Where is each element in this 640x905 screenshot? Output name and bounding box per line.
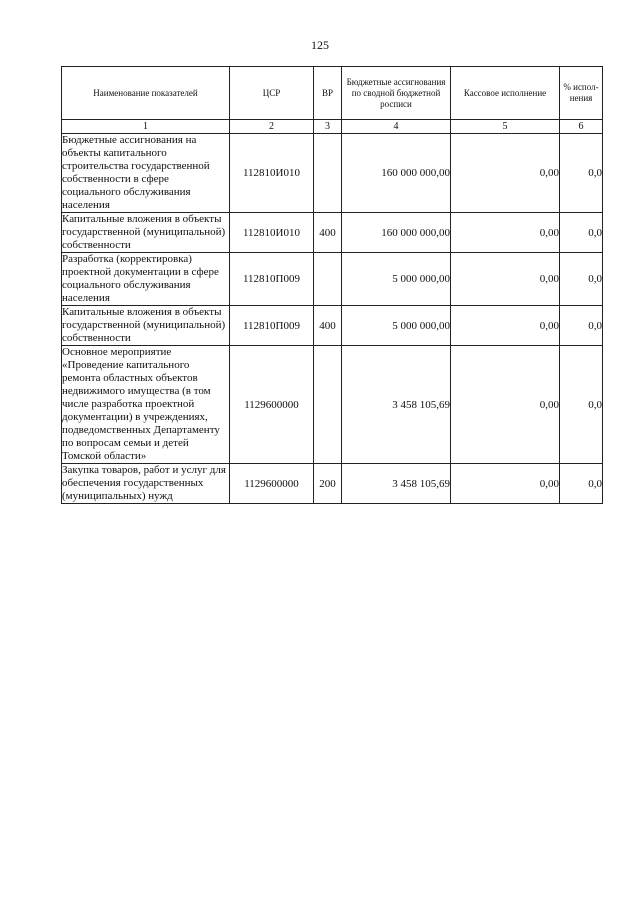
execution-percent: 0,0 xyxy=(560,213,603,253)
csr-code: 112810П009 xyxy=(230,306,314,346)
budget-amount: 5 000 000,00 xyxy=(342,306,451,346)
csr-code: 112810И010 xyxy=(230,134,314,213)
column-number: 1 xyxy=(62,120,230,134)
column-number: 5 xyxy=(451,120,560,134)
header-row xyxy=(62,67,603,120)
indicator-name: Разработка (корректировка) проектной документации в сфере социального обслуживания населения xyxy=(62,253,230,306)
header-name: Наименование показателей xyxy=(62,67,230,120)
csr-code: 112810И010 xyxy=(230,213,314,253)
table-row xyxy=(62,134,603,213)
cash-execution: 0,00 xyxy=(451,306,560,346)
indicator-name: Основное мероприятие «Проведение капитального ремонта областных объектов недвижимого имущества (в том числе разработка проектной документации) в учреждениях, подведомственных Департаменту по вопросам семьи и детей Томской области» xyxy=(62,346,230,464)
execution-percent: 0,0 xyxy=(560,464,603,504)
column-number-row xyxy=(62,120,603,134)
execution-percent: 0,0 xyxy=(560,253,603,306)
indicator-name: Капитальные вложения в объекты государственной (муниципальной) собственности xyxy=(62,213,230,253)
csr-code: 112810П009 xyxy=(230,253,314,306)
header-cash: Кассовое исполнение xyxy=(451,67,560,120)
vr-code xyxy=(314,134,342,213)
column-number: 2 xyxy=(230,120,314,134)
indicator-name: Бюджетные ассигнования на объекты капитального строительства государственной собственности в сфере социального обслуживания населения xyxy=(62,134,230,213)
cash-execution: 0,00 xyxy=(451,134,560,213)
execution-percent: 0,0 xyxy=(560,346,603,464)
vr-code: 400 xyxy=(314,213,342,253)
execution-percent: 0,0 xyxy=(560,134,603,213)
indicator-name: Капитальные вложения в объекты государственной (муниципальной) собственности xyxy=(62,306,230,346)
cash-execution: 0,00 xyxy=(451,253,560,306)
column-number: 4 xyxy=(342,120,451,134)
cash-execution: 0,00 xyxy=(451,213,560,253)
vr-code xyxy=(314,346,342,464)
budget-amount: 5 000 000,00 xyxy=(342,253,451,306)
indicator-name: Закупка товаров, работ и услуг для обеспечения государственных (муниципальных) нужд xyxy=(62,464,230,504)
page-number: 125 xyxy=(311,38,329,52)
header-pct: % испол-нения xyxy=(560,67,603,120)
vr-code xyxy=(314,253,342,306)
cash-execution: 0,00 xyxy=(451,346,560,464)
csr-code: 1129600000 xyxy=(230,464,314,504)
header-vr: ВР xyxy=(314,67,342,120)
column-number: 3 xyxy=(314,120,342,134)
budget-amount: 3 458 105,69 xyxy=(342,346,451,464)
csr-code: 1129600000 xyxy=(230,346,314,464)
header-budget: Бюджетные ассигнования по сводной бюджетной росписи xyxy=(342,67,451,120)
budget-amount: 160 000 000,00 xyxy=(342,213,451,253)
table-row xyxy=(62,306,603,346)
vr-code: 200 xyxy=(314,464,342,504)
table-row xyxy=(62,213,603,253)
column-number: 6 xyxy=(560,120,603,134)
budget-amount: 160 000 000,00 xyxy=(342,134,451,213)
table-row xyxy=(62,253,603,306)
table-row xyxy=(62,346,603,464)
cash-execution: 0,00 xyxy=(451,464,560,504)
table-row xyxy=(62,464,603,504)
header-csr: ЦСР xyxy=(230,67,314,120)
budget-amount: 3 458 105,69 xyxy=(342,464,451,504)
vr-code: 400 xyxy=(314,306,342,346)
budget-table xyxy=(61,66,603,504)
execution-percent: 0,0 xyxy=(560,306,603,346)
